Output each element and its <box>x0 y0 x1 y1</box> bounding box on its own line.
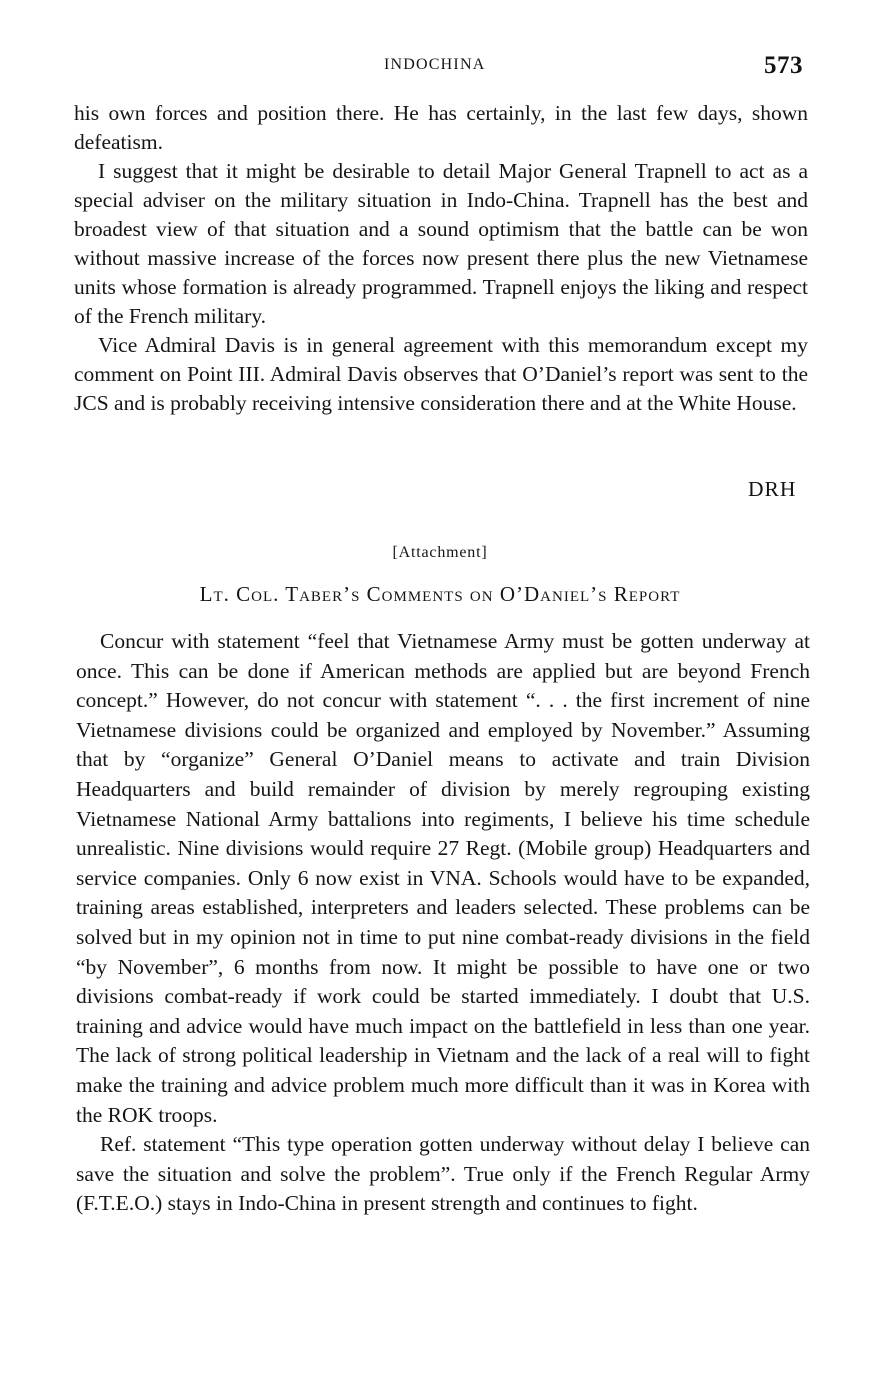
running-title: INDOCHINA <box>384 56 486 73</box>
memo-body <box>74 99 808 418</box>
memo-paragraph: I suggest that it might be desirable to detail Major General Trapnell to act as a special adviser on the military situation in Indo-China. Trapnell has the best and broadest view of that situation and a sound optimism that the battle can be won without massive increase of the forces now present there plus the new Vietnamese units whose formation is already programmed. Trapnell enjoys the liking and respect of the French military. <box>74 159 808 328</box>
memo-paragraph-continued: his own forces and position there. He has certainly, in the last few days, shown defeatism. <box>74 101 808 154</box>
attachment-paragraph: Concur with statement “feel that Vietnamese Army must be gotten underway at once. This can be done if American methods are applied but are beyond French concept.” However, do not concur with statement “. . . the first increment of nine Vietnamese divisions could be organized and employed by November.” Assuming that by “organize” General O’Daniel means to activate and train Division Headquarters and build remainder of division by merely regrouping existing Vietnamese National Army battalions into regiments, I believe his time schedule unrealistic. Nine divisions would require 27 Regt. (Mobile group) Headquarters and service companies. Only 6 now exist in VNA. Schools would have to be expanded, training areas established, interpreters and leaders selected. These problems can be solved but in my opinion not in time to put nine combat-ready divisions in the field “by November”, 6 months from now. It might be possible to have one or two divisions combat-ready if work could be started immediately. I doubt that U.S. training and advice would have much impact on the battlefield in less than one year. The lack of strong political leadership in Vietnam and the lack of a real will to fight make the training and advice problem much more difficult than it was in Korea with the ROK troops. <box>76 629 810 1127</box>
attachment-paragraph: Ref. statement “This type operation gotten underway without delay I believe can save the situation and solve the problem”. True only if the French Regular Army (F.T.E.O.) stays in Indo-China in present strength and continues to fight. <box>76 1132 810 1216</box>
attachment-title: Lt. Col. Taber’s Comments on O’Daniel’s Report <box>199 582 681 606</box>
signature-initials: DRH <box>748 477 797 501</box>
attachment-label: [Attachment] <box>392 544 488 561</box>
memo-paragraph: Vice Admiral Davis is in general agreement with this memorandum except my comment on Point III. Admiral Davis observes that O’Daniel’s report was sent to the JCS and is probably receiving intensive consideration there and at the White House. <box>74 333 808 415</box>
page-number: 573 <box>764 52 803 79</box>
running-header <box>0 52 880 82</box>
attachment-body <box>76 627 810 1219</box>
